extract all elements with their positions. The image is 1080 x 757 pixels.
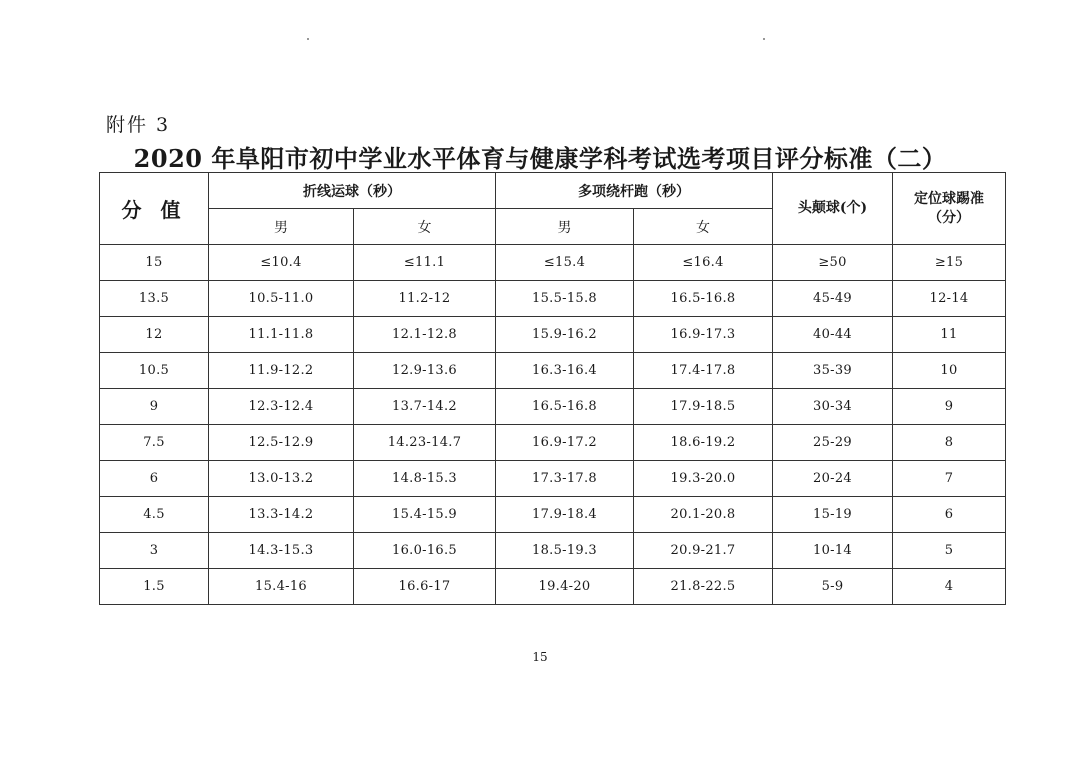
zigzag-female-cell: 14.23-14.7 xyxy=(354,425,496,461)
slalom-female-cell: 19.3-20.0 xyxy=(634,461,773,497)
score-cell: 1.5 xyxy=(100,569,209,605)
slalom-female-cell: 17.4-17.8 xyxy=(634,353,773,389)
score-cell: 9 xyxy=(100,389,209,425)
scan-speck xyxy=(763,38,765,40)
slalom-male-cell: 18.5-19.3 xyxy=(496,533,634,569)
zigzag-female-cell: 11.2-12 xyxy=(354,281,496,317)
slalom-male-cell: 15.5-15.8 xyxy=(496,281,634,317)
placement-kick-header-line1: 定位球踢准 xyxy=(914,190,984,207)
score-cell: 15 xyxy=(100,245,209,281)
subheader-female: 女 xyxy=(354,209,496,245)
slalom-female-cell: 21.8-22.5 xyxy=(634,569,773,605)
slalom-female-cell: 16.9-17.3 xyxy=(634,317,773,353)
zigzag-male-cell: 11.9-12.2 xyxy=(209,353,354,389)
table-row xyxy=(100,461,1006,497)
header-ball-cell: 15-19 xyxy=(773,497,893,533)
slalom-male-cell: 19.4-20 xyxy=(496,569,634,605)
score-cell: 7.5 xyxy=(100,425,209,461)
header-ball-cell: 40-44 xyxy=(773,317,893,353)
zigzag-female-cell: 12.1-12.8 xyxy=(354,317,496,353)
subheader-female: 女 xyxy=(634,209,773,245)
placement-kick-cell: 12-14 xyxy=(893,281,1006,317)
header-ball-cell: 30-34 xyxy=(773,389,893,425)
zigzag-female-cell: 16.6-17 xyxy=(354,569,496,605)
slalom-male-cell: 17.9-18.4 xyxy=(496,497,634,533)
score-cell: 4.5 xyxy=(100,497,209,533)
score-cell: 13.5 xyxy=(100,281,209,317)
table-row xyxy=(100,245,1006,281)
scan-speck xyxy=(307,38,309,40)
table-row xyxy=(100,533,1006,569)
score-cell: 3 xyxy=(100,533,209,569)
zigzag-dribble-header: 折线运球（秒） xyxy=(209,173,496,209)
table-row xyxy=(100,281,1006,317)
slalom-female-cell: 20.9-21.7 xyxy=(634,533,773,569)
placement-kick-header-line2: （分） xyxy=(928,209,970,226)
zigzag-female-cell: 12.9-13.6 xyxy=(354,353,496,389)
header-ball-cell: 25-29 xyxy=(773,425,893,461)
table-row xyxy=(100,569,1006,605)
placement-kick-cell: 7 xyxy=(893,461,1006,497)
table-row xyxy=(100,497,1006,533)
zigzag-male-cell: 14.3-15.3 xyxy=(209,533,354,569)
zigzag-male-cell: 13.0-13.2 xyxy=(209,461,354,497)
zigzag-male-cell: 12.3-12.4 xyxy=(209,389,354,425)
placement-kick-cell: 6 xyxy=(893,497,1006,533)
slalom-male-cell: 16.9-17.2 xyxy=(496,425,634,461)
slalom-female-cell: 16.5-16.8 xyxy=(634,281,773,317)
subheader-male: 男 xyxy=(496,209,634,245)
slalom-female-cell: 20.1-20.8 xyxy=(634,497,773,533)
subheader-male: 男 xyxy=(209,209,354,245)
header-ball-cell: 20-24 xyxy=(773,461,893,497)
score-table xyxy=(99,172,1006,605)
header-ball-header: 头颠球(个) xyxy=(773,173,893,245)
zigzag-male-cell: 15.4-16 xyxy=(209,569,354,605)
page-number: 15 xyxy=(532,650,548,664)
slalom-male-cell: ≤15.4 xyxy=(496,245,634,281)
slalom-male-cell: 16.5-16.8 xyxy=(496,389,634,425)
zigzag-female-cell: 13.7-14.2 xyxy=(354,389,496,425)
header-ball-cell: 45-49 xyxy=(773,281,893,317)
placement-kick-header xyxy=(893,173,1006,245)
zigzag-female-cell: ≤11.1 xyxy=(354,245,496,281)
score-cell: 12 xyxy=(100,317,209,353)
header-ball-cell: 10-14 xyxy=(773,533,893,569)
zigzag-male-cell: 12.5-12.9 xyxy=(209,425,354,461)
slalom-female-cell: 17.9-18.5 xyxy=(634,389,773,425)
zigzag-male-cell: 13.3-14.2 xyxy=(209,497,354,533)
placement-kick-cell: ≥15 xyxy=(893,245,1006,281)
header-ball-cell: 35-39 xyxy=(773,353,893,389)
zigzag-female-cell: 15.4-15.9 xyxy=(354,497,496,533)
score-cell: 10.5 xyxy=(100,353,209,389)
table-row xyxy=(100,353,1006,389)
slalom-male-cell: 17.3-17.8 xyxy=(496,461,634,497)
placement-kick-cell: 11 xyxy=(893,317,1006,353)
attachment-label: 附件 3 xyxy=(106,114,171,136)
score-cell: 6 xyxy=(100,461,209,497)
slalom-female-cell: 18.6-19.2 xyxy=(634,425,773,461)
slalom-female-cell: ≤16.4 xyxy=(634,245,773,281)
zigzag-male-cell: 10.5-11.0 xyxy=(209,281,354,317)
placement-kick-cell: 10 xyxy=(893,353,1006,389)
zigzag-female-cell: 14.8-15.3 xyxy=(354,461,496,497)
placement-kick-cell: 8 xyxy=(893,425,1006,461)
table-row xyxy=(100,389,1006,425)
table-row xyxy=(100,425,1006,461)
placement-kick-cell: 5 xyxy=(893,533,1006,569)
header-ball-cell: 5-9 xyxy=(773,569,893,605)
score-header: 分 值 xyxy=(100,173,209,245)
score-table-body xyxy=(100,245,1006,605)
slalom-male-cell: 15.9-16.2 xyxy=(496,317,634,353)
zigzag-male-cell: ≤10.4 xyxy=(209,245,354,281)
header-ball-cell: ≥50 xyxy=(773,245,893,281)
pole-slalom-header: 多项绕杆跑（秒） xyxy=(496,173,773,209)
table-row xyxy=(100,317,1006,353)
slalom-male-cell: 16.3-16.4 xyxy=(496,353,634,389)
zigzag-female-cell: 16.0-16.5 xyxy=(354,533,496,569)
page-title: 2020 年阜阳市初中学业水平体育与健康学科考试选考项目评分标准（二） xyxy=(133,144,947,173)
placement-kick-cell: 4 xyxy=(893,569,1006,605)
placement-kick-cell: 9 xyxy=(893,389,1006,425)
zigzag-male-cell: 11.1-11.8 xyxy=(209,317,354,353)
